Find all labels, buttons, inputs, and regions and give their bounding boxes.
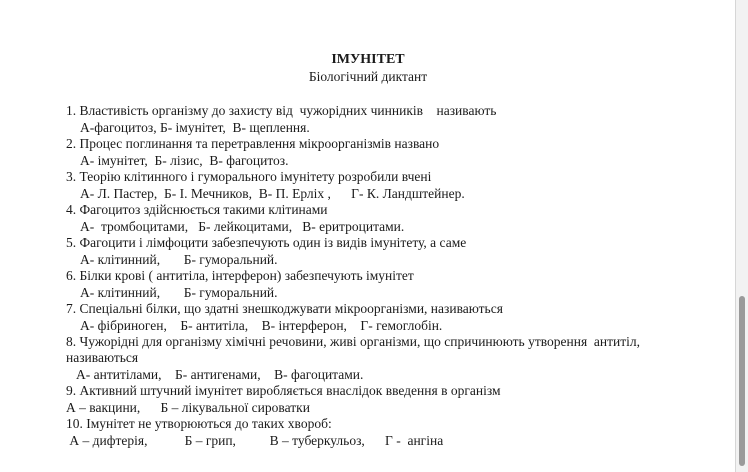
answers-1: А-фагоцитоз, Б- імунітет, В- щеплення. bbox=[80, 120, 310, 135]
question-7: 7. Спеціальні білки, що здатні знешкоджувати мікроорганізми, називаються bbox=[66, 301, 503, 316]
question-6: 6. Білки крові ( антитіла, інтерферон) забезпечують імунітет bbox=[66, 268, 414, 283]
vertical-scrollbar[interactable] bbox=[735, 0, 748, 472]
question-10: 10. Імунітет не утворюються до таких хвороб: bbox=[66, 416, 332, 431]
document-subtitle: Біологічний диктант bbox=[308, 69, 428, 84]
question-5: 5. Фагоцити і лімфоцити забезпечують один із видів імунітету, а саме bbox=[66, 235, 467, 250]
question-9: 9. Активний штучний імунітет виробляється внаслідок введення в організм bbox=[66, 383, 501, 398]
scrollbar-thumb[interactable] bbox=[739, 296, 745, 466]
answers-10: А – дифтерія, Б – грип, В – туберкульоз, Г - ангіна bbox=[66, 433, 444, 448]
answers-6: А- клітинний, Б- гуморальний. bbox=[80, 285, 278, 300]
answers-7: А- фібриноген, Б- антитіла, В- інтерферон, Г- гемоглобін. bbox=[80, 318, 443, 333]
question-2: 2. Процес поглинання та перетравлення мікроорганізмів названо bbox=[66, 136, 440, 151]
question-8-continued: називаються bbox=[66, 350, 139, 365]
answers-4: А- тромбоцитами, Б- лейкоцитами, В- еритроцитами. bbox=[80, 219, 405, 234]
answers-2: А- імунітет, Б- лізис, В- фагоцитоз. bbox=[80, 153, 289, 168]
answers-3: А- Л. Пастер, Б- І. Мечников, В- П. Ерліх , Г- К. Ландштейнер. bbox=[80, 186, 465, 201]
answers-5: А- клітинний, Б- гуморальний. bbox=[80, 252, 278, 267]
document-title: ІМУНІТЕТ bbox=[331, 52, 405, 67]
answers-9: А – вакцини, Б – лікувальної сироватки bbox=[66, 400, 310, 415]
question-8: 8. Чужорідні для організму хімічні речовини, живі організми, що спричинюють утворення антитіл, bbox=[66, 334, 641, 349]
answers-8: А- антитілами, Б- антигенами, В- фагоцитами. bbox=[76, 367, 364, 382]
question-4: 4. Фагоцитоз здійснюється такими клітинами bbox=[66, 202, 328, 217]
question-1: 1. Властивість організму до захисту від чужорідних чинників називають bbox=[66, 103, 497, 118]
question-3: 3. Теорію клітинного і гуморального імунітету розробили вчені bbox=[66, 169, 432, 184]
